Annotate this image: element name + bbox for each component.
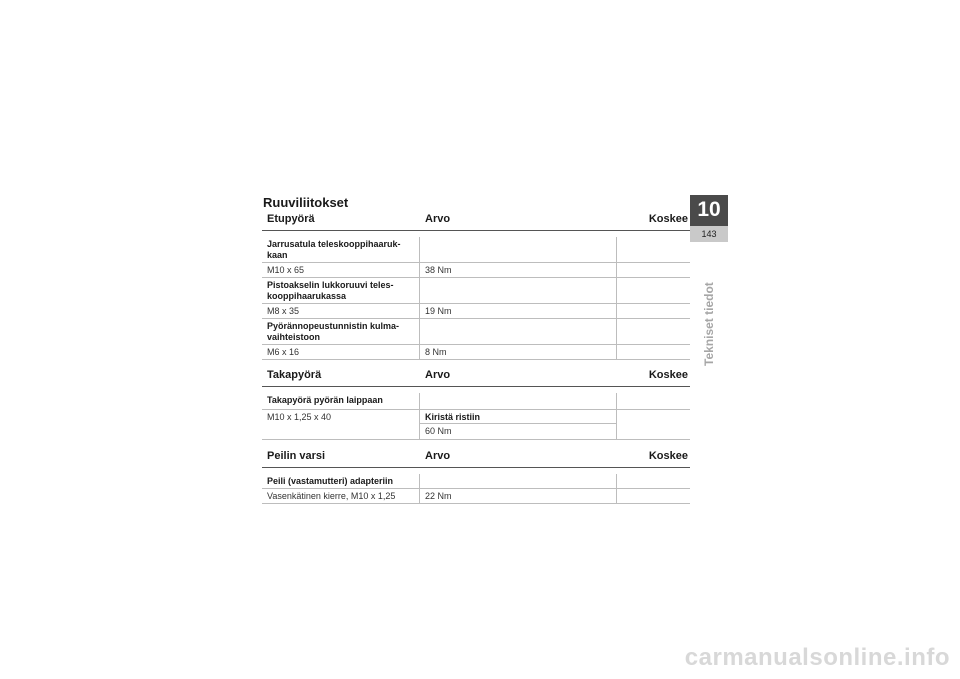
column-header: Arvo (425, 450, 451, 462)
item-spec: M10 x 65 (262, 263, 420, 277)
table-row (262, 345, 690, 360)
item-spec: M8 x 35 (262, 304, 420, 318)
column-header: Etupyörä (267, 213, 315, 225)
item-value: 60 Nm (425, 426, 452, 436)
chapter-number: 10 (697, 198, 721, 221)
item-value: 8 Nm (420, 345, 617, 359)
item-name: Peili (vastamutteri) adapteriin (262, 474, 420, 488)
column-header: Takapyörä (267, 369, 322, 381)
chapter-side-label-text: Tekniset tiedot (702, 282, 716, 366)
column-header: Peilin varsi (267, 450, 326, 462)
table-row (262, 489, 690, 504)
section-header-mirror-arm (262, 445, 690, 468)
item-spec: Vasenkätinen kierre, M10 x 1,25 (262, 489, 420, 503)
item-name: Pistoakselin lukkoruuvi teles-kooppihaarukassa (262, 278, 420, 303)
table-row (262, 319, 690, 345)
item-name: Jarrusatula teleskooppihaaruk-kaan (262, 237, 420, 262)
table-row (262, 278, 690, 304)
table-row (262, 304, 690, 319)
section-header-rear-wheel (262, 364, 690, 387)
item-value-label: Kiristä ristiin (420, 410, 616, 424)
table-row (262, 263, 690, 278)
column-header: Arvo (425, 213, 451, 225)
table-row (262, 474, 690, 489)
column-header: Koskee (648, 450, 688, 462)
item-value: 22 Nm (420, 489, 617, 503)
table-row (262, 393, 690, 410)
page-number: 143 (690, 226, 728, 242)
table-row (262, 237, 690, 263)
column-header: Koskee (648, 213, 688, 225)
item-name: Pyörännopeustunnistin kulma-vaihteistoon (262, 319, 420, 344)
item-name: Takapyörä pyörän laippaan (262, 393, 420, 409)
item-spec: M6 x 16 (262, 345, 420, 359)
item-value: 38 Nm (420, 263, 617, 277)
table-row (262, 410, 690, 440)
item-spec: M10 x 1,25 x 40 (262, 410, 420, 439)
item-value: 19 Nm (420, 304, 617, 318)
screw-connections-table (262, 208, 690, 504)
watermark: carmanualsonline.info (684, 644, 950, 671)
section-header-front-wheel (262, 208, 690, 231)
column-header: Koskee (648, 369, 688, 381)
page-title: Ruuviliitokset (263, 195, 349, 210)
column-header: Arvo (425, 369, 451, 381)
chapter-side-label (700, 262, 716, 372)
